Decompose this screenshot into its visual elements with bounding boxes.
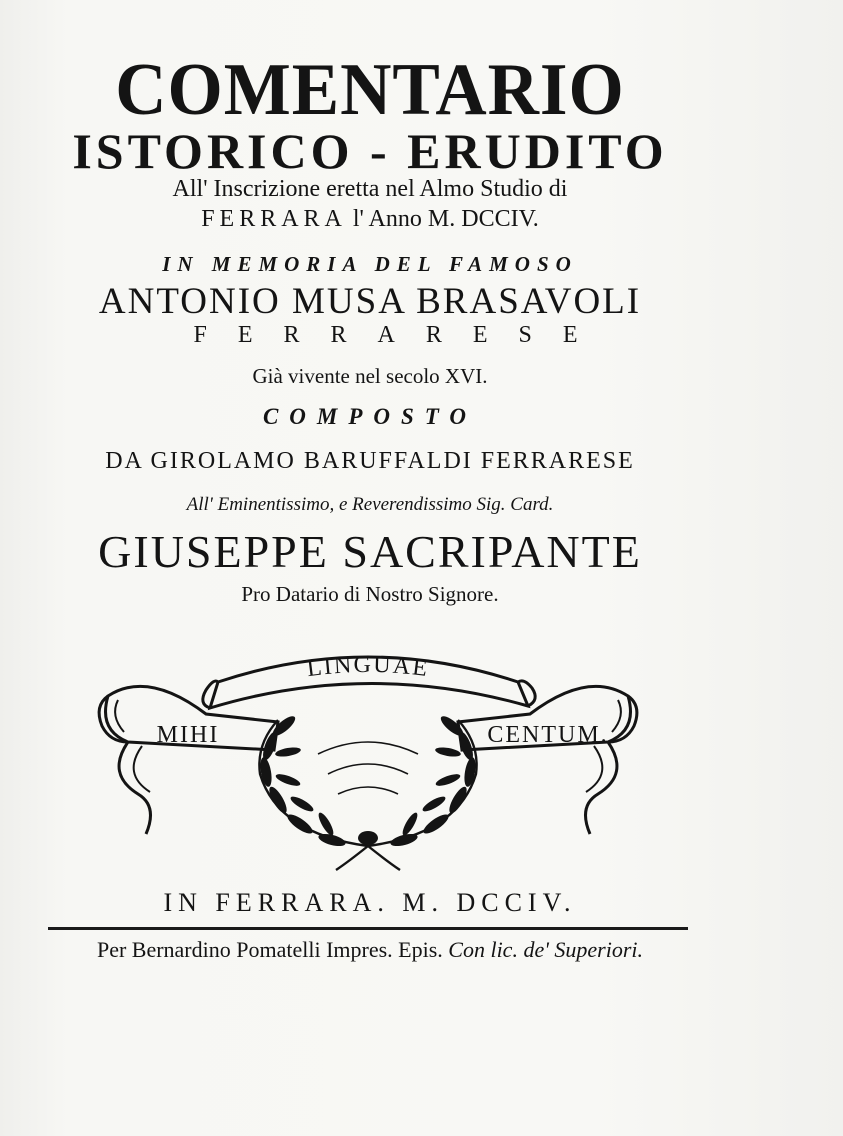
subject-origin: FERRARESE [193,322,609,348]
motto-top: LINGUAE [305,651,431,683]
imprint-printer-line [40,937,700,963]
author-line: DA GIROLAMO BARUFFALDI FERRARESE [105,448,635,474]
title-line-1: COMENTARIO [115,49,625,131]
motto-left: MIHI [156,722,220,748]
composed-label: COMPOSTO [262,404,478,429]
title-line-2: ISTORICO - ERUDITO [72,123,668,179]
dedication-line: All' Eminentissimo, e Reverendissimo Sig. Card. [186,494,554,515]
subject-period: Già vivente nel secolo XVI. [252,364,488,388]
license-text: Con lic. de' Superiori. [448,937,644,962]
subtitle-line-2 [40,206,700,233]
printers-device-laurel-wreath [88,634,648,880]
subject-name: ANTONIO MUSA BRASAVOLI [98,281,642,322]
subtitle-year: l' Anno M. DCCIV. [352,206,539,232]
memory-line: IN MEMORIA DEL FAMOSO [162,252,578,276]
subtitle-city: FERRARA [201,206,347,232]
dedicatee-name: GIUSEPPE SACRIPANTE [98,526,642,577]
dedicatee-title: Pro Datario di Nostro Signore. [241,582,499,606]
imprint-rule [48,927,688,930]
motto-right: CENTUM. [487,722,609,748]
laurel-wreath-banner-icon [88,634,648,880]
subtitle-line-1: All' Inscrizione eretta nel Almo Studio di [172,176,568,202]
imprint-place-date: IN FERRARA. M. DCCIV. [163,888,577,917]
printer-name: Per Bernardino Pomatelli Impres. Epis. [96,937,443,962]
